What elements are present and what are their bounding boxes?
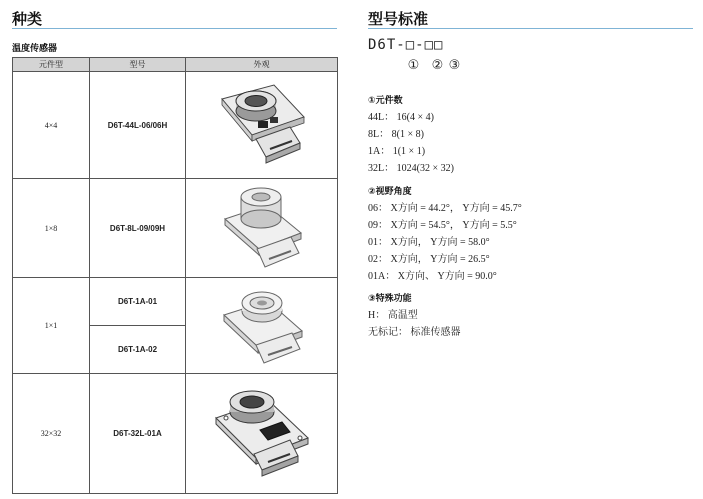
- spec-line: H： 高温型: [368, 310, 418, 321]
- spec-line: 09： X方向 = 54.5°， Y方向 = 5.5°: [368, 220, 517, 231]
- spec-line: 01： X方向， Y方向 = 58.0°: [368, 237, 490, 248]
- title-rule-right: [368, 28, 693, 29]
- table-subtitle: 温度传感器: [12, 44, 58, 54]
- element-type-cell: 4×4: [13, 72, 90, 179]
- sensor-32x32-image: [210, 382, 314, 486]
- table-row: [13, 72, 338, 179]
- table-header-row: [13, 58, 338, 72]
- appearance-cell: [186, 278, 338, 374]
- marker-2: ②: [431, 58, 444, 73]
- marker-3: ③: [448, 58, 461, 73]
- sensor-4x4-image: [212, 77, 312, 173]
- section-heading-view-angle: ②视野角度: [368, 187, 412, 197]
- header-appearance: 外观: [186, 58, 338, 72]
- section-title-model-standard: 型号标准: [368, 10, 429, 28]
- model-cell: D6T-8L-09/09H: [90, 179, 186, 278]
- element-type-cell: 1×8: [13, 179, 90, 278]
- spec-line: 8L： 8(1 × 8): [368, 129, 424, 140]
- code-position-markers: [405, 58, 463, 73]
- model-cell: D6T-44L-06/06H: [90, 72, 186, 179]
- appearance-cell: [186, 179, 338, 278]
- table-row: [13, 278, 338, 326]
- spec-line: 06： X方向 = 44.2°， Y方向 = 45.7°: [368, 203, 522, 214]
- title-rule-left: [12, 28, 337, 29]
- spec-line: 01A： X方向、 Y方向 = 90.0°: [368, 271, 497, 282]
- sensor-type-table: [12, 57, 338, 494]
- table-row: [13, 179, 338, 278]
- sensor-1x8-image: [217, 183, 307, 273]
- model-code: D6T-□-□□: [368, 37, 444, 53]
- model-cell: D6T-32L-01A: [90, 374, 186, 494]
- element-type-cell: 1×1: [13, 278, 90, 374]
- spec-line: 1A： 1(1 × 1): [368, 146, 426, 157]
- section-heading-element-count: ①元件数: [368, 96, 403, 106]
- header-model: 型号: [90, 58, 186, 72]
- section-heading-special-function: ③特殊功能: [368, 294, 412, 304]
- spec-line: 44L： 16(4 × 4): [368, 112, 434, 123]
- model-cell: D6T-1A-02: [90, 326, 186, 374]
- table-row: [13, 374, 338, 494]
- spec-line: 32L： 1024(32 × 32): [368, 163, 454, 174]
- section-title-types: 种类: [12, 10, 43, 28]
- appearance-cell: [186, 72, 338, 179]
- marker-1: ①: [407, 58, 420, 73]
- sensor-1x1-image: [216, 281, 308, 371]
- spec-line: 无标记： 标准传感器: [368, 327, 461, 338]
- element-type-cell: 32×32: [13, 374, 90, 494]
- model-cell: D6T-1A-01: [90, 278, 186, 326]
- spec-line: 02： X方向， Y方向 = 26.5°: [368, 254, 490, 265]
- header-element-type: 元件型: [13, 58, 90, 72]
- appearance-cell: [186, 374, 338, 494]
